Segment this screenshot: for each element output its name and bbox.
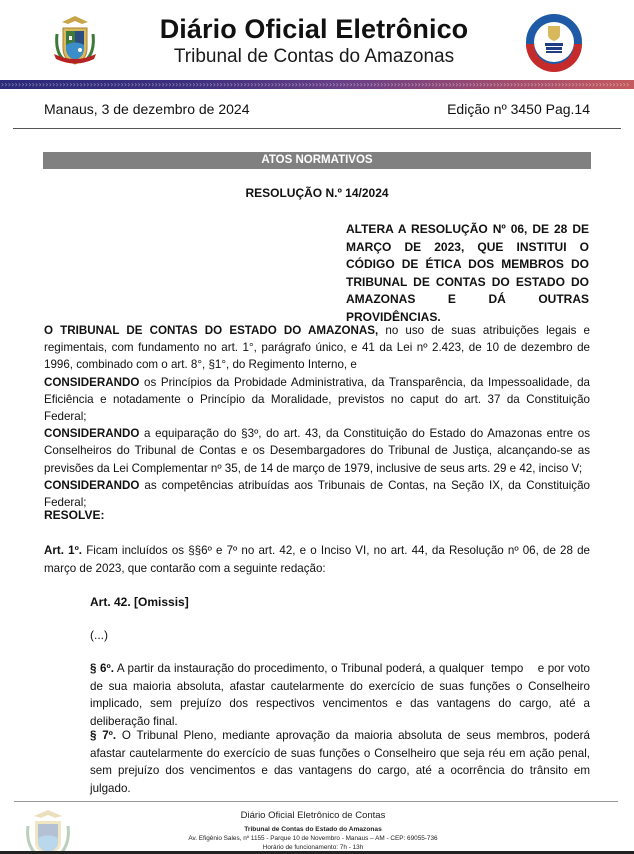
section-heading: ATOS NORMATIVOS <box>43 152 591 169</box>
article-42-heading: Art. 42. [Omissis] <box>90 595 189 609</box>
preamble <box>44 322 590 511</box>
page-title: Diário Oficial Eletrônico <box>159 14 469 44</box>
page-header <box>0 0 634 78</box>
considerando-2: CONSIDERANDO a equiparação do §3º, do art. 43, da Constituição do Estado do Amazonas entre os Conselheiros do Tribunal de Contas e os Desembargadores do Tribunal de Justiça, alcançando-se as previsões da Lei Complementar nº 35, de 14 de março de 1979, inclusive de seus arts. 29 e 42, inciso V; <box>44 427 590 475</box>
paragraph-6: § 6º. A partir da instauração do procedimento, o Tribunal poderá, a qualquer tempo e por voto de sua maioria absoluta, afastar cautelarmente do exercício de suas funções o Conselheiro implicado, sem prejuízo dos respectivos vencimentos e das vantagens do cargo, até a deliberação final. <box>90 662 594 728</box>
resolution-title: RESOLUÇÃO N.º 14/2024 <box>245 186 389 200</box>
footer-org: Tribunal de Contas do Estado do Amazonas <box>244 826 382 833</box>
omitted-marker: (...) <box>90 628 108 642</box>
divider <box>13 128 621 129</box>
footer-divider <box>14 801 618 802</box>
certified-seal-icon <box>524 10 584 74</box>
considerando-3: CONSIDERANDO as competências atribuídas aos Tribunais de Contas, na Seção IX, da Constituição Federal; <box>44 478 590 510</box>
paragraph-7: § 7º. O Tribunal Pleno, mediante aprovação da maioria absoluta de seus membros, poderá afastar cautelarmente do exercício de suas funções o Conselheiro que seja réu em ação penal, sem prejuízo dos vencimentos e das vantagens do cargo, até a ocorrência do trânsito em julgado. <box>90 729 590 795</box>
chevron-pattern: ›››››››››››››››››››››››››››››››››››››››››››››››››››››››››››››››››››››››››››››››››››››››››››››››››››››››››››››››››››››››››››››››››››››››››››››››››››››››››››››››››››››››››››››››››››››››› <box>0 80 629 89</box>
publication-date: Manaus, 3 de dezembro de 2024 <box>44 101 250 117</box>
footer-hours: Horário de funcionamento: 7h - 13h <box>262 844 364 851</box>
footer-title: Diário Oficial Eletrônico de Contas <box>240 810 386 821</box>
page-subtitle: Tribunal de Contas do Amazonas <box>173 46 455 67</box>
header-stripe <box>0 80 634 89</box>
footer-address: Av. Efigênio Sales, nº 1155 - Parque 10 de Novembro - Manaus – AM - CEP: 69055-736 <box>188 835 438 842</box>
article-1: Art. 1º. Ficam incluídos os §§6º e 7º no art. 42, e o Inciso VI, no art. 44, da Resolução nº 06, de 28 de março de 2023, que contarão com a seguinte redação: <box>44 544 590 575</box>
edition-page: Edição nº 3450 Pag.14 <box>447 101 590 117</box>
resolution-summary: ALTERA A RESOLUÇÃO Nº 06, DE 28 DE MARÇO DE 2023, QUE INSTITUI O CÓDIGO DE ÉTICA DOS MEMBROS DO TRIBUNAL DE CONTAS DO ESTADO DO AMAZONAS E DÁ OUTRAS PROVIDÊNCIAS. <box>346 222 589 324</box>
preamble-paragraph: O TRIBUNAL DE CONTAS DO ESTADO DO AMAZONAS, no uso de suas atribuições legais e regimentais, com fundamento no art. 1°, parágrafo único, e 41 da Lei nº 2.423, de 10 de dezembro de 1996, combinado com o art. 8°, §1°, do Regimento Interno, e <box>44 324 590 372</box>
considerando-1: CONSIDERANDO os Princípios da Probidade Administrativa, da Transparência, da Impessoalidade, da Eficiência e notadamente o Princípio da Moralidade, previstos no caput do art. 37 da Constituição Federal; <box>44 375 590 424</box>
resolve-heading: RESOLVE: <box>44 508 105 522</box>
